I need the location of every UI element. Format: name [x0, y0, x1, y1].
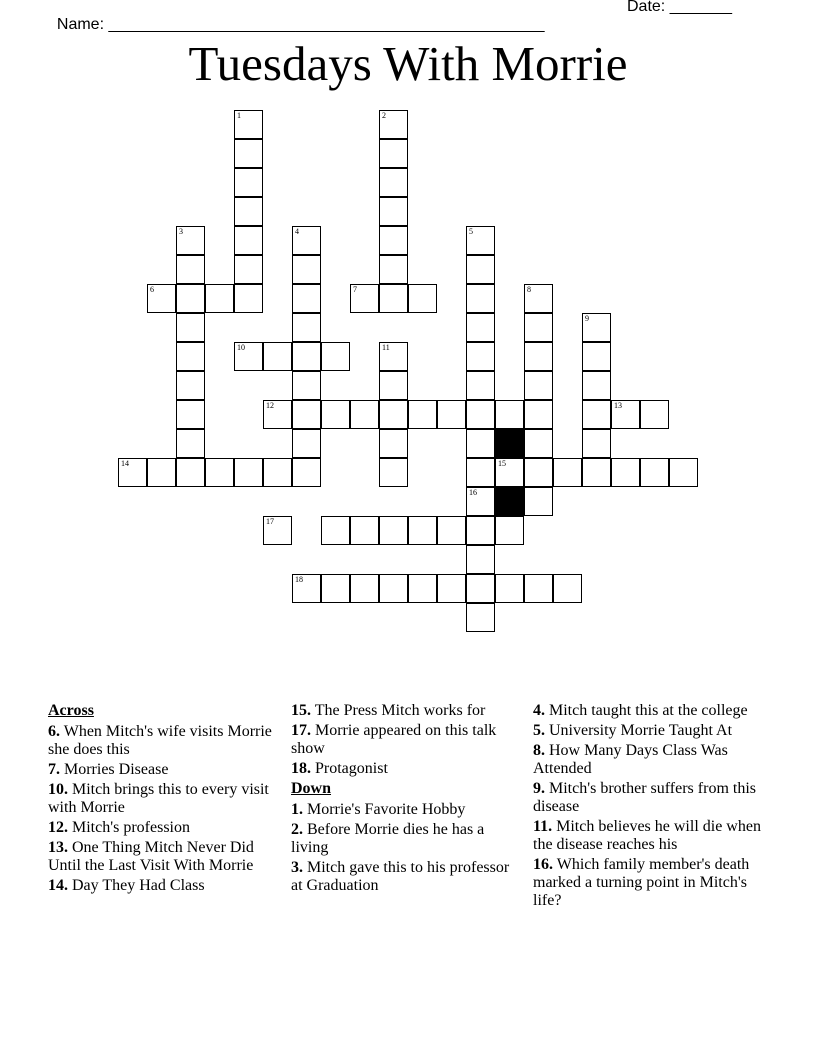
- grid-cell[interactable]: [524, 487, 553, 516]
- grid-cell[interactable]: [205, 284, 234, 313]
- grid-cell[interactable]: [408, 400, 437, 429]
- grid-cell[interactable]: [292, 574, 321, 603]
- grid-cell[interactable]: [466, 487, 495, 516]
- grid-cell[interactable]: [176, 226, 205, 255]
- clue-item: [48, 781, 273, 817]
- clue-item-text: Protagonist: [311, 760, 388, 777]
- grid-cell[interactable]: [524, 429, 553, 458]
- clue-item: [291, 801, 511, 819]
- clue-item: [533, 818, 768, 854]
- grid-cell[interactable]: [379, 371, 408, 400]
- name-field-label: Name: _________________________________________________: [56, 16, 545, 33]
- clue-item-text: Day They Had Class: [68, 877, 205, 894]
- grid-cell[interactable]: [379, 139, 408, 168]
- down-heading: Down: [291, 780, 332, 797]
- clue-item: [48, 761, 273, 779]
- grid-cell[interactable]: [466, 400, 495, 429]
- grid-cell[interactable]: [263, 400, 292, 429]
- grid-cell[interactable]: [234, 255, 263, 284]
- grid-cell[interactable]: [292, 400, 321, 429]
- grid-cell[interactable]: [524, 574, 553, 603]
- grid-cell[interactable]: [379, 197, 408, 226]
- grid-cell[interactable]: [466, 226, 495, 255]
- grid-cell[interactable]: [350, 400, 379, 429]
- grid-cell[interactable]: [176, 371, 205, 400]
- clue-number: 4: [295, 227, 299, 236]
- grid-cell[interactable]: [379, 574, 408, 603]
- grid-cell[interactable]: [553, 458, 582, 487]
- grid-cell[interactable]: [263, 516, 292, 545]
- grid-cell[interactable]: [379, 226, 408, 255]
- grid-cell[interactable]: [176, 400, 205, 429]
- clue-item: [48, 819, 273, 837]
- grid-cell[interactable]: [234, 342, 263, 371]
- grid-cell[interactable]: [524, 284, 553, 313]
- clue-item-number: 12.: [48, 819, 68, 836]
- grid-cell[interactable]: [408, 284, 437, 313]
- grid-cell[interactable]: [350, 574, 379, 603]
- grid-cell[interactable]: [611, 400, 640, 429]
- grid-block: [495, 487, 524, 516]
- clue-item-number: 14.: [48, 877, 68, 894]
- clue-item-text: Mitch brings this to every visit with Morrie: [48, 781, 269, 816]
- grid-cell[interactable]: [582, 458, 611, 487]
- grid-cell[interactable]: [321, 342, 350, 371]
- clue-item-number: 9.: [533, 780, 545, 797]
- grid-cell[interactable]: [466, 545, 495, 574]
- clue-item: [48, 877, 273, 895]
- grid-cell[interactable]: [263, 458, 292, 487]
- clue-number: 7: [353, 285, 357, 294]
- grid-cell[interactable]: [495, 574, 524, 603]
- clue-number: 2: [382, 111, 386, 120]
- clue-item-text: Mitch taught this at the college: [545, 702, 748, 719]
- clue-number: 17: [266, 517, 274, 526]
- grid-cell[interactable]: [466, 255, 495, 284]
- grid-cell[interactable]: [466, 371, 495, 400]
- clue-number: 5: [469, 227, 473, 236]
- grid-cell[interactable]: [350, 284, 379, 313]
- clue-number: 8: [527, 285, 531, 294]
- clue-item-text: Mitch believes he will die when the disease reaches his: [533, 818, 761, 853]
- clue-number: 15: [498, 459, 506, 468]
- clue-item-number: 3.: [291, 859, 303, 876]
- clue-item-text: The Press Mitch works for: [311, 702, 486, 719]
- grid-cell[interactable]: [292, 342, 321, 371]
- grid-cell[interactable]: [466, 429, 495, 458]
- grid-cell[interactable]: [176, 313, 205, 342]
- clue-item-text: Mitch gave this to his professor at Graduation: [291, 859, 510, 894]
- clue-column-2: [291, 702, 511, 897]
- clue-item-number: 5.: [533, 722, 545, 739]
- grid-block: [495, 429, 524, 458]
- grid-cell[interactable]: [176, 458, 205, 487]
- clue-item-text: One Thing Mitch Never Did Until the Last Visit With Morrie: [48, 839, 254, 874]
- grid-cell[interactable]: [524, 371, 553, 400]
- grid-cell[interactable]: [437, 516, 466, 545]
- grid-cell[interactable]: [466, 284, 495, 313]
- grid-cell[interactable]: [582, 342, 611, 371]
- grid-cell[interactable]: [205, 458, 234, 487]
- clue-number: 3: [179, 227, 183, 236]
- clue-item: [291, 821, 511, 857]
- clue-item-text: Before Morrie dies he has a living: [291, 821, 485, 856]
- grid-cell[interactable]: [611, 458, 640, 487]
- grid-cell[interactable]: [379, 342, 408, 371]
- clue-item-number: 10.: [48, 781, 68, 798]
- grid-cell[interactable]: [379, 429, 408, 458]
- clue-item-number: 16.: [533, 856, 553, 873]
- grid-cell[interactable]: [234, 284, 263, 313]
- grid-cell[interactable]: [466, 458, 495, 487]
- grid-cell[interactable]: [640, 458, 669, 487]
- grid-cell[interactable]: [524, 458, 553, 487]
- grid-cell[interactable]: [263, 342, 292, 371]
- clue-item-number: 7.: [48, 761, 60, 778]
- grid-cell[interactable]: [379, 168, 408, 197]
- grid-cell[interactable]: [234, 197, 263, 226]
- clue-item-number: 15.: [291, 702, 311, 719]
- grid-cell[interactable]: [524, 313, 553, 342]
- grid-cell[interactable]: [350, 516, 379, 545]
- grid-cell[interactable]: [379, 516, 408, 545]
- clue-item-text: Which family member's death marked a turning point in Mitch's life?: [533, 856, 750, 909]
- grid-cell[interactable]: [408, 574, 437, 603]
- clue-number: 11: [382, 343, 390, 352]
- clue-number: 1: [237, 111, 241, 120]
- clue-item: [48, 839, 273, 875]
- grid-cell[interactable]: [553, 574, 582, 603]
- grid-cell[interactable]: [321, 516, 350, 545]
- grid-cell[interactable]: [524, 342, 553, 371]
- grid-cell[interactable]: [379, 255, 408, 284]
- grid-cell[interactable]: [466, 342, 495, 371]
- grid-cell[interactable]: [582, 400, 611, 429]
- clue-number: 6: [150, 285, 154, 294]
- grid-cell[interactable]: [466, 313, 495, 342]
- clue-item: [533, 722, 768, 740]
- grid-cell[interactable]: [466, 516, 495, 545]
- clue-number: 18: [295, 575, 303, 584]
- clue-item: [291, 722, 511, 758]
- grid-cell[interactable]: [437, 400, 466, 429]
- grid-cell[interactable]: [408, 516, 437, 545]
- clue-column-1: [48, 702, 273, 897]
- grid-cell[interactable]: [118, 458, 147, 487]
- grid-cell[interactable]: [234, 458, 263, 487]
- grid-cell[interactable]: [292, 313, 321, 342]
- grid-cell[interactable]: [292, 284, 321, 313]
- grid-cell[interactable]: [234, 139, 263, 168]
- clue-number: 10: [237, 343, 245, 352]
- grid-cell[interactable]: [292, 226, 321, 255]
- grid-cell[interactable]: [379, 284, 408, 313]
- clue-number: 13: [614, 401, 622, 410]
- clue-item-text: Morries Disease: [60, 761, 169, 778]
- grid-cell[interactable]: [176, 255, 205, 284]
- clue-item: [291, 702, 511, 720]
- clue-item: [533, 702, 768, 720]
- grid-cell[interactable]: [466, 574, 495, 603]
- grid-cell[interactable]: [379, 110, 408, 139]
- grid-cell[interactable]: [437, 574, 466, 603]
- clue-item-number: 18.: [291, 760, 311, 777]
- clue-item: [48, 723, 273, 759]
- grid-cell[interactable]: [147, 284, 176, 313]
- grid-cell[interactable]: [495, 400, 524, 429]
- grid-cell[interactable]: [524, 400, 553, 429]
- page-title: Tuesdays With Morrie: [188, 36, 628, 91]
- clue-number: 9: [585, 314, 589, 323]
- clue-item-number: 13.: [48, 839, 68, 856]
- clue-item-text: Mitch's brother suffers from this disease: [533, 780, 756, 815]
- clue-number: 16: [469, 488, 477, 497]
- grid-cell[interactable]: [234, 168, 263, 197]
- grid-cell[interactable]: [321, 574, 350, 603]
- grid-cell[interactable]: [495, 516, 524, 545]
- grid-cell[interactable]: [466, 603, 495, 632]
- clue-item: [533, 856, 768, 910]
- clue-item-number: 8.: [533, 742, 545, 759]
- grid-cell[interactable]: [147, 458, 176, 487]
- grid-cell[interactable]: [582, 313, 611, 342]
- grid-cell[interactable]: [321, 400, 350, 429]
- clue-item-text: How Many Days Class Was Attended: [533, 742, 728, 777]
- clue-item-number: 11.: [533, 818, 553, 835]
- grid-cell[interactable]: [669, 458, 698, 487]
- grid-cell[interactable]: [292, 458, 321, 487]
- clue-item-text: Morrie appeared on this talk show: [291, 722, 497, 757]
- grid-cell[interactable]: [176, 429, 205, 458]
- clue-item-number: 1.: [291, 801, 303, 818]
- clue-item-text: University Morrie Taught At: [545, 722, 733, 739]
- grid-cell[interactable]: [292, 371, 321, 400]
- date-field-label: Date: _______: [627, 0, 732, 15]
- clue-item-number: 6.: [48, 723, 60, 740]
- clue-item: [533, 780, 768, 816]
- clue-item-number: 2.: [291, 821, 303, 838]
- grid-cell[interactable]: [292, 255, 321, 284]
- grid-cell[interactable]: [379, 400, 408, 429]
- grid-cell[interactable]: [582, 371, 611, 400]
- grid-cell[interactable]: [582, 429, 611, 458]
- grid-cell[interactable]: [379, 458, 408, 487]
- clue-item-text: When Mitch's wife visits Morrie she does this: [48, 723, 272, 758]
- clue-item-number: 17.: [291, 722, 311, 739]
- clue-column-3: [533, 702, 768, 912]
- grid-cell[interactable]: [640, 400, 669, 429]
- clue-number: 12: [266, 401, 274, 410]
- clue-item: [291, 760, 511, 778]
- grid-cell[interactable]: [176, 284, 205, 313]
- clue-number: 14: [121, 459, 129, 468]
- grid-cell[interactable]: [176, 342, 205, 371]
- grid-cell[interactable]: [234, 226, 263, 255]
- clue-item-text: Mitch's profession: [68, 819, 190, 836]
- clue-item-text: Morrie's Favorite Hobby: [303, 801, 466, 818]
- across-heading: Across: [48, 702, 94, 719]
- grid-cell[interactable]: [495, 458, 524, 487]
- grid-cell[interactable]: [292, 429, 321, 458]
- grid-cell[interactable]: [234, 110, 263, 139]
- clue-item-number: 4.: [533, 702, 545, 719]
- clue-item: [291, 859, 511, 895]
- clue-item: [533, 742, 768, 778]
